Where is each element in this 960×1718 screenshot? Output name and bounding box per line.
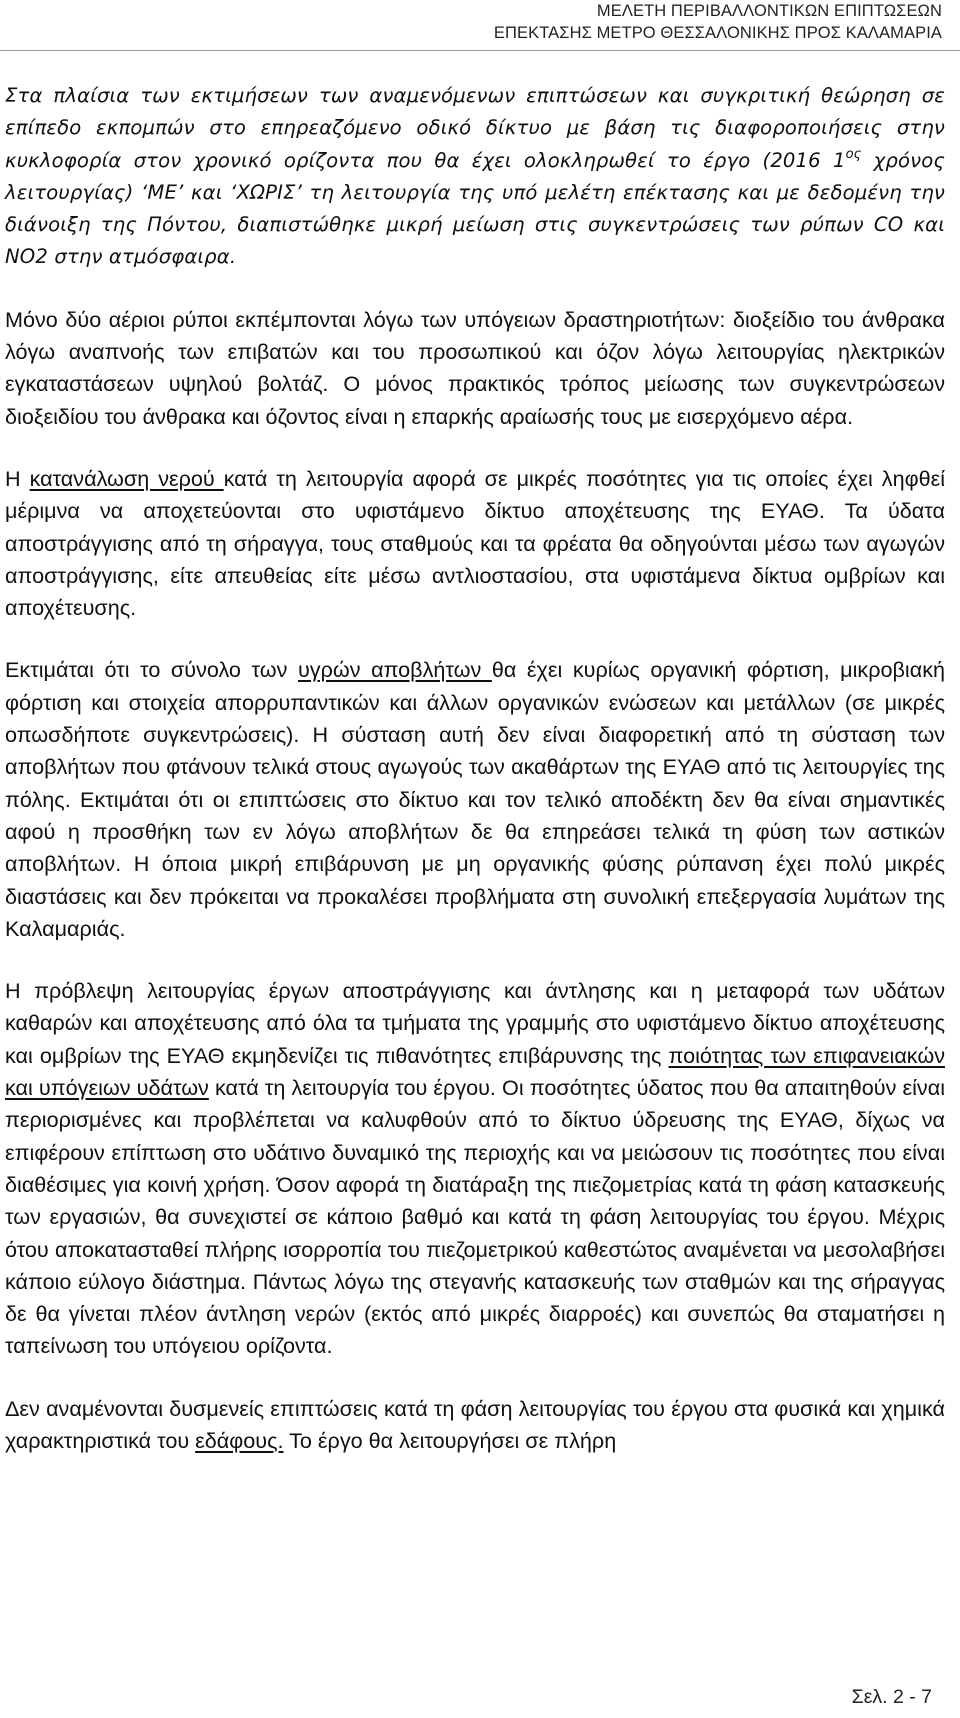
page-number: Σελ. 2 - 7 bbox=[851, 1686, 932, 1708]
header-title-line-2: ΕΠΕΚΤΑΣΗΣ ΜΕΤΡΟ ΘΕΣΣΑΛΟΝΙΚΗΣ ΠΡΟΣ ΚΑΛΑΜΑΡΙΑ bbox=[493, 24, 942, 42]
paragraph-6-text-run: Το έργο θα λειτουργήσει σε πλήρη bbox=[283, 1427, 617, 1453]
paragraph-5-text-run: κατά τη λειτουργία του έργου. Οι ποσότητες ύδατος που θα απαιτηθούν είναι περιορισμένες και προβλέπεται να καλυφθούν από το δίκτυο ύδρευσης της ΕΥΑΘ, δίχως να επιφέρουν επίπτωση στο υδάτινο δυναμικό της περιοχής και να μειώσουν τις ποσότητες που είναι διαθέσιμες για κοινή χρήση. Όσον αφορά τη διατάραξη της πιεζομετρίας κατά τη φάση κατασκευής των εργασιών, θα συνεχιστεί σε κάποιο βαθμό και κατά τη φάση λειτουργίας του έργου. Μέχρις ότου αποκατασταθεί πλήρης ισορροπία του πιεζομετρικού καθεστώτος αναμένεται να μεσολαβήσει κάποιο εύλογο διάστημα. Πάντως λόγω της στεγανής κατασκευής των σταθμών και της σήραγγας δε θα γίνεται πλέον άντληση νερών (εκτός από μικρές διαρροές) και συνεπώς θα σταματήσει η ταπείνωση του υπόγειου ορίζοντα. bbox=[5, 1075, 945, 1359]
paragraph-1-text-run: χρόνος λειτουργίας) ‘ΜΕ’ και ‘ΧΩΡΙΣ’ τη λειτουργία της υπό μελέτη επέκτασης και με δεδομένη την διάνοιξη της Πόντου, bbox=[5, 148, 945, 237]
paragraph-2 bbox=[5, 304, 945, 433]
header-title-line-1: ΜΕΛΕΤΗ ΠΕΡΙΒΑΛΛΟΝΤΙΚΩΝ ΕΠΙΠΤΩΣΕΩΝ bbox=[596, 2, 942, 20]
paragraph-4-underlined-term: υγρών αποβλήτων bbox=[297, 657, 492, 683]
paragraph-5-underlined-term: ποιότητας των επιφανειακών και υπόγειων υδάτων bbox=[5, 1042, 945, 1101]
paragraph-4-text-run: Εκτιμάται ότι το σύνολο των bbox=[5, 657, 298, 683]
paragraph-5-text-run: Η πρόβλεψη λειτουργίας έργων αποστράγγισης και άντλησης και η μεταφορά των υδάτων καθαρών και αποχέτευσης από όλα τα τμήματα της γραμμής στο υφιστάμενο δίκτυο αποχέτευσης και ομβρίων της ΕΥΑΘ εκμηδενίζει τις πιθανότητες επιβάρυνσης της bbox=[5, 978, 945, 1068]
paragraph-3-text-run: Η bbox=[5, 465, 30, 491]
paragraph-1-italic-text: διαπιστώθηκε μικρή μείωση στις συγκεντρώσεις των ρύπων CO και NO2 στην ατμόσφαιρα. bbox=[5, 213, 945, 269]
paragraph-3-text-run: κατά τη λειτουργία αφορά σε μικρές ποσότητες για τις οποίες έχει ληφθεί μέριμνα να αποχετεύονται στο υφιστάμενο δίκτυο αποχέτευσης της ΕΥΑΘ. Τα ύδατα αποστράγγισης από τη σήραγγα, τους σταθμούς και τα φρέατα θα οδηγούνται μέσω των αγωγών αποστράγγισης, είτε απευθείας είτε μέσω αντλιοστασίου, στα υφιστάμενα δίκτυα ομβρίων και αποχέτευσης. bbox=[5, 465, 946, 621]
header-rule bbox=[0, 50, 960, 51]
paragraph-4-text-run: θα έχει κυρίως οργανική φόρτιση, μικροβιακή φόρτιση και στοιχεία απορρυπαντικών και άλλων οργανικών ενώσεων και μετάλλων (σε μικρές οπωσδήποτε συγκεντρώσεις). Η σύσταση αυτή δεν είναι διαφορετική από τη σύσταση των αποβλήτων που φτάνουν τελικά στους αγωγούς των ακαθάρτων της ΕΥΑΘ από τις λειτουργίες της πόλης. Εκτιμάται ότι οι επιπτώσεις στο δίκτυο και τον τελικό αποδέκτη δεν θα είναι σημαντικές αφού η προσθήκη των εν λόγω αποβλήτων δε θα επηρεάσει τελικά τη φύση των αστικών αποβλήτων. Η όποια μικρή επιβάρυνση με μη οργανικής φύσης ρύπανση έχει πολύ μικρές διαστάσεις και δεν πρόκειται να προκαλέσει προβλήματα στη συνολική επεξεργασία λυμάτων της Καλαμαριάς. bbox=[5, 657, 945, 941]
paragraph-4 bbox=[5, 654, 945, 945]
paragraph-1 bbox=[5, 80, 945, 274]
paragraph-2-text-run: Μόνο δύο αέριοι ρύποι εκπέμπονται λόγω των υπόγειων δραστηριοτήτων: διοξείδιο του άνθρακα λόγω αναπνοής των επιβατών και του προσωπικού και όζον λόγω λειτουργίας ηλεκτρικών εγκαταστάσεων υψηλού βολτάζ. Ο μόνος πρακτικός τρόπος μείωσης των συγκεντρώσεων διοξειδίου του άνθρακα και όζοντος είναι η επαρκής αραίωσής τους με εισερχόμενο αέρα. bbox=[5, 306, 945, 429]
paragraph-6-text-run: Δεν αναμένονται δυσμενείς επιπτώσεις κατά τη φάση λειτουργίας του έργου στα φυσικά και χημικά χαρακτηριστικά του bbox=[5, 1395, 945, 1453]
document-body bbox=[5, 80, 945, 1487]
paragraph-6 bbox=[5, 1393, 945, 1458]
running-header bbox=[494, 0, 942, 44]
paragraph-3-underlined-term: κατανάλωση νερού bbox=[29, 465, 224, 491]
paragraph-6-underlined-term: εδάφους. bbox=[195, 1427, 284, 1453]
paragraph-5 bbox=[5, 975, 945, 1363]
paragraph-3 bbox=[5, 463, 945, 624]
paragraph-1-text-run: Στα πλαίσια των εκτιμήσεων των αναμενόμενων επιπτώσεων και συγκριτική θεώρηση σε επίπεδο εκπομπών στο επηρεαζόμενο οδικό δίκτυο με βάση τις διαφοροποιήσεις στην κυκλοφορία στον χρονικό ορίζοντα που θα έχει ολοκληρωθεί το έργο (2016 1 bbox=[5, 84, 945, 172]
paragraph-1-superscript: ος bbox=[845, 146, 862, 162]
